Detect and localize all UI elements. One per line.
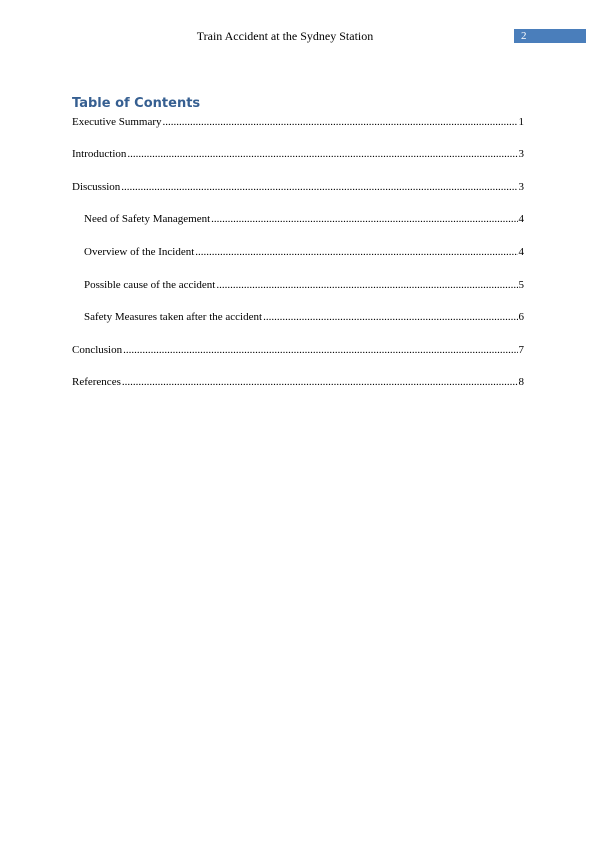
toc-entry-page: 4 <box>518 246 524 258</box>
toc-entry-executive-summary[interactable] <box>72 115 524 129</box>
toc-entry-page: 3 <box>518 181 524 193</box>
toc-entry-label: Conclusion <box>72 344 123 356</box>
toc-entry-safety-measures[interactable] <box>84 310 524 324</box>
toc-entry-references[interactable] <box>72 375 524 389</box>
toc-heading: Table of Contents <box>72 96 201 111</box>
toc-entry-label: Overview of the Incident <box>84 246 195 258</box>
toc-entry-conclusion[interactable] <box>72 343 524 357</box>
toc-entry-label: Discussion <box>72 181 121 193</box>
toc-entry-discussion[interactable] <box>72 180 524 194</box>
header-title: Train Accident at the Sydney Station <box>196 29 374 43</box>
toc-entry-label: References <box>72 376 121 388</box>
toc-entry-label: Executive Summary <box>72 116 162 128</box>
toc-dot-leader <box>163 115 518 129</box>
toc-entry-need-of-safety-management[interactable] <box>84 212 524 226</box>
page-number: 2 <box>514 29 586 43</box>
toc-dot-leader <box>211 212 517 226</box>
toc-entry-page: 6 <box>518 311 524 323</box>
toc-entry-page: 5 <box>518 279 524 291</box>
toc-dot-leader <box>121 180 517 194</box>
toc-dot-leader <box>122 375 518 389</box>
toc-entry-label: Introduction <box>72 148 127 160</box>
toc-entry-introduction[interactable] <box>72 147 524 161</box>
toc-entry-label: Safety Measures taken after the accident <box>84 311 263 323</box>
toc-entry-page: 3 <box>518 148 524 160</box>
toc-entry-page: 8 <box>518 376 524 388</box>
toc-dot-leader <box>127 147 517 161</box>
toc-dot-leader <box>123 343 517 357</box>
toc-entry-overview-of-the-incident[interactable] <box>84 245 524 259</box>
toc-entry-possible-cause[interactable] <box>84 278 524 292</box>
toc-entry-label: Possible cause of the accident <box>84 279 216 291</box>
toc-dot-leader <box>263 310 517 324</box>
toc-entry-page: 7 <box>518 344 524 356</box>
toc-entry-label: Need of Safety Management <box>84 213 211 225</box>
toc-entry-page: 1 <box>518 116 524 128</box>
toc-entry-page: 4 <box>518 213 524 225</box>
toc-dot-leader <box>195 245 517 259</box>
toc-dot-leader <box>216 278 517 292</box>
